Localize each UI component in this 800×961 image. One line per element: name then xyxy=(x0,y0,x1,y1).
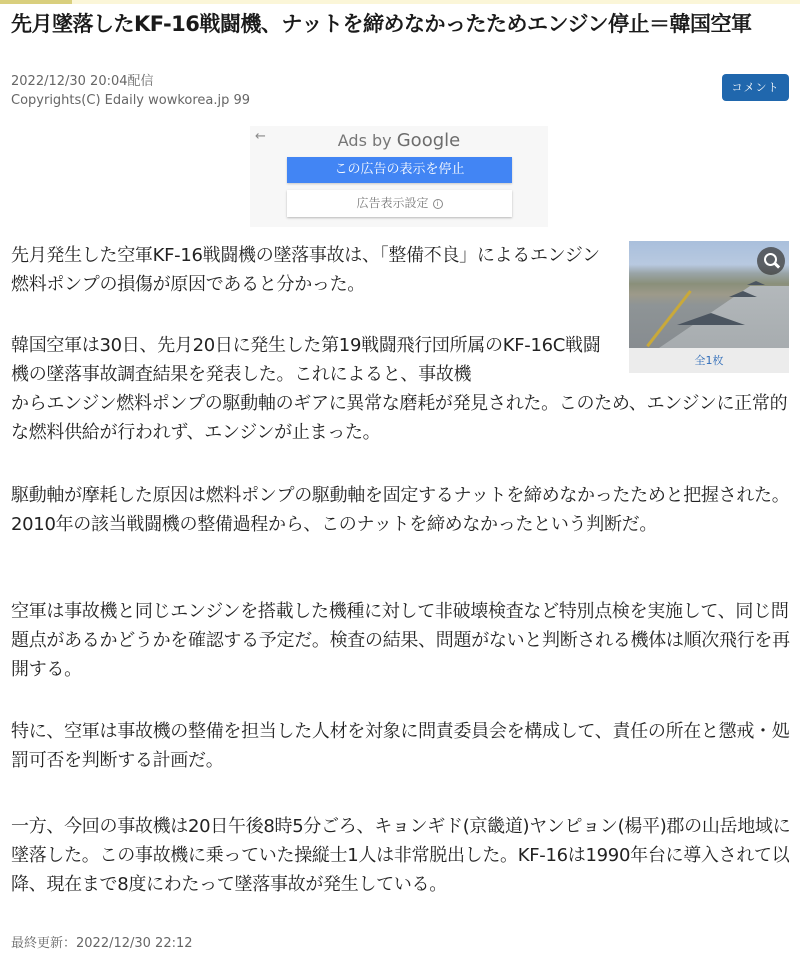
jet-shape xyxy=(747,281,765,285)
google-brand: Google xyxy=(396,130,461,151)
jet-shape xyxy=(677,313,745,325)
copyright: Copyrights(C) Edaily wowkorea.jp 99 xyxy=(11,93,251,108)
paragraph-3: 駆動軸が摩耗した原因は燃料ポンプの駆動軸を固定するナットを締めなかったためと把握された。2010年の該当戦闘機の整備過程から、このナットを締めなかったという判断だ。 xyxy=(11,485,790,535)
ads-by-google-label xyxy=(250,130,548,151)
last-updated: 最終更新：2022/12/30 22:12 xyxy=(11,936,193,951)
paragraph-5: 特に、空軍は事故機の整備を担当した人材を対象に問責委員会を構成して、責任の所在と懲戒・処罰可否を判断する計画だ。 xyxy=(11,721,790,771)
back-arrow-icon[interactable]: ← xyxy=(255,129,266,144)
fighter-jet-photo[interactable] xyxy=(629,241,789,348)
paragraph-1: 先月発生した空軍KF-16戦闘機の墜落事故は、「整備不良」によるエンジン燃料ポンプの損傷が原因であると分かった。 xyxy=(11,245,600,295)
paragraph-2-end: からエンジン燃料ポンプの駆動軸のギアに異常な磨耗が発見された。このため、エンジンに正常的な燃料供給が行われず、エンジンが止まった。 xyxy=(11,393,788,443)
stop-ad-button[interactable]: この広告の表示を停止 xyxy=(287,157,512,183)
jet-shape xyxy=(729,291,757,297)
article-photo-thumbnail[interactable] xyxy=(629,241,789,373)
photo-count-link[interactable]: 全1枚 xyxy=(629,348,789,373)
article-meta xyxy=(11,72,250,110)
ad-feedback-panel xyxy=(250,126,548,227)
paragraph-2-start: 韓国空軍は30日、先月20日に発生した第19戦闘飛行団所属のKF-16C戦闘機の墜落事故調査結果を発表した。これによると、事故機 xyxy=(11,335,601,385)
published-date: 2022/12/30 20:04配信 xyxy=(11,74,154,89)
info-icon: i xyxy=(433,199,443,209)
ads-by-text: Ads by xyxy=(337,131,392,150)
article-title: 先月墜落したKF-16戦闘機、ナットを締めなかったためエンジン停止＝韓国空軍 xyxy=(11,12,752,36)
ad-settings-label: 広告表示設定 xyxy=(356,196,429,210)
search-icon[interactable] xyxy=(757,247,785,275)
active-tab-indicator xyxy=(0,0,72,4)
comment-button[interactable]: コメント xyxy=(722,74,789,101)
paragraph-4: 空軍は事故機と同じエンジンを搭載した機種に対して非破壊検査など特別点検を実施して、同じ問題点があるかどうかを確認する予定だ。検査の結果、問題がないと判断される機体は順次飛行を再開する。 xyxy=(11,601,790,680)
top-tab-strip xyxy=(0,0,800,4)
paragraph-6: 一方、今回の事故機は20日午後8時5分ごろ、キョンギド(京畿道)ヤンピョン(楊平)郡の山岳地域に墜落した。この事故機に乗っていた操縦士1人は非常脱出した。KF-16は1990年台に導入されて以降、現在まで8度にわたって墜落事故が発生している。 xyxy=(11,816,791,895)
ad-settings-button[interactable] xyxy=(287,190,512,217)
